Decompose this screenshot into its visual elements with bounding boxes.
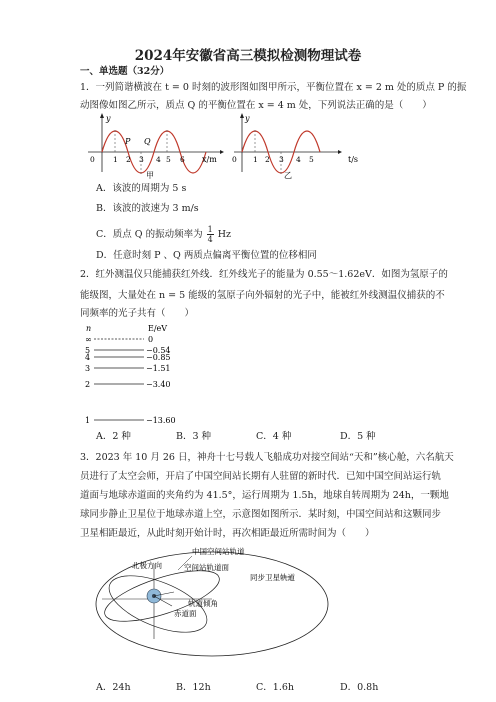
q2-level-n-5: 5	[85, 346, 91, 355]
q3-line-3: 道面与地球赤道面的夹角约为 41.5°，运行周期为 1.5h，地球自转周期为 24h，一颗地	[80, 490, 449, 501]
q2-level-e-5: −0.54	[146, 346, 171, 355]
q1a-tick-3: 3	[139, 155, 144, 164]
q2-level-e-1: −13.60	[146, 416, 176, 425]
q1b-tick-1: 1	[253, 155, 258, 164]
q2-level-n-1: 1	[85, 416, 91, 425]
q3-option-c[interactable]: C．1.6h	[256, 682, 294, 693]
q1a-ylabel: y	[106, 114, 111, 123]
q2-level-e-3: −1.51	[146, 364, 171, 373]
q1-option-c[interactable]	[96, 225, 231, 244]
q1a-point-p: P	[125, 137, 131, 146]
section-heading: 一、单选题（32分）	[80, 66, 170, 77]
q2-e-label: E/eV	[148, 324, 168, 333]
q1a-tick-2: 2	[126, 155, 131, 164]
q1-option-c-text: C．质点 Q 的振动频率为	[96, 229, 203, 240]
q1a-tick-5: 5	[166, 155, 171, 164]
q2-option-a[interactable]: A．2 种	[96, 431, 131, 442]
q3-line-5: 卫星相距最近，从此时刻开始计时，再次相距最近所需时间为（ ）	[80, 528, 375, 539]
q1-option-c-numerator: 1	[207, 225, 213, 234]
q3-option-a[interactable]: A．24h	[96, 682, 131, 693]
q3-label-station-plane: 空间站轨道面	[184, 563, 229, 572]
q1-option-b[interactable]: B．该波的波速为 3 m/s	[96, 203, 199, 214]
q1-line-1: 1．一列简谐横波在 t = 0 时刻的波形图如图甲所示，平衡位置在 x = 2 m 处的质点 P 的振	[80, 82, 467, 93]
q1b-ylabel: y	[245, 114, 250, 123]
q1b-ticks	[232, 155, 314, 164]
q2-option-b[interactable]: B．3 种	[176, 431, 212, 442]
q1a-tick-1: 1	[113, 155, 118, 164]
q2-level-n-2: 2	[85, 380, 91, 389]
q2-line-1: 2．红外测温仪只能捕获红外线．红外线光子的能量为 0.55～1.62eV．如图为氢原子的	[80, 269, 448, 280]
q1-option-c-fraction	[207, 225, 214, 244]
q1b-tick-4: 4	[296, 155, 301, 164]
q1b-tick-0: 0	[232, 155, 237, 164]
q1a-tick-4: 4	[156, 155, 161, 164]
q3-label-equator: 赤道面	[174, 609, 197, 618]
q3-line-4: 球同步静止卫星位于地球赤道上空，示意图如图所示．某时刻，中国空间站和这颗同步	[80, 509, 442, 520]
q2-n-label: n	[86, 324, 92, 333]
q1a-tick-0: 0	[90, 155, 95, 164]
q1-option-c-denominator: 4	[207, 235, 213, 244]
q1b-tick-2: 2	[265, 155, 270, 164]
q2-line-3: 同频率的光子共有（ ）	[80, 308, 195, 319]
q1-line-2: 动图像如图乙所示，质点 Q 的平衡位置在 x = 4 m 处，下列说法正确的是（ ）	[80, 100, 432, 111]
q2-option-d[interactable]: D．5 种	[340, 431, 376, 442]
q3-orbit-diagram	[92, 544, 422, 662]
q2-level-n-inf: ∞	[85, 335, 92, 344]
q1-wave-graph	[80, 112, 230, 178]
page-title: 2024年安徽省高三模拟检测物理试卷	[134, 48, 362, 64]
q3-option-b[interactable]: B．12h	[176, 682, 211, 693]
q1a-caption: 甲	[146, 171, 154, 180]
q1a-tick-6: 6	[180, 155, 185, 164]
q2-level-e-inf: 0	[148, 335, 154, 344]
q1-option-d[interactable]: D．任意时刻 P 、Q 两质点偏离平衡位置的位移相同	[96, 250, 317, 261]
q2-line-2: 能级图，大量处在 n = 5 能级的氢原子向外辐射的光子中，能被红外线测温仪捕获的不	[80, 290, 445, 301]
q1-option-a[interactable]: A．该波的周期为 5 s	[96, 183, 187, 194]
q3-label-north: 北极方向	[132, 561, 162, 570]
q3-option-d[interactable]: D．0.8h	[340, 682, 379, 693]
q3-line-2: 员进行了太空会师，开启了中国空间站长期有人驻留的新时代．已知中国空间站运行轨	[80, 471, 442, 482]
q1b-xunit: t/s	[348, 155, 359, 164]
q2-level-e-2: −3.40	[146, 380, 171, 389]
q2-level-n-3: 3	[85, 364, 91, 373]
q1a-xunit: x/m	[202, 155, 217, 164]
q1a-ticks	[90, 155, 185, 164]
q2-option-c[interactable]: C．4 种	[256, 431, 292, 442]
q1-vibration-graph	[228, 112, 368, 178]
q2-level-e-4: −0.85	[146, 353, 171, 362]
q2-level-n-4: 4	[85, 353, 91, 362]
q3-label-station-orbit: 中国空间站轨道	[192, 547, 245, 556]
q1-option-c-unit: Hz	[217, 229, 232, 240]
q1b-tick-3: 3	[279, 155, 284, 164]
q1a-point-q: Q	[144, 137, 151, 146]
q1b-tick-5: 5	[309, 155, 314, 164]
q3-label-incline: 轨道倾角	[188, 599, 218, 608]
q3-label-sync-orbit: 同步卫星轨道	[250, 573, 295, 582]
q2-energy-level-diagram	[84, 322, 194, 432]
q3-line-1: 3．2023 年 10 月 26 日，神舟十七号载人飞船成功对接空间站“天和”核心舱，六名航天	[80, 452, 454, 463]
q1b-caption: 乙	[284, 171, 292, 180]
